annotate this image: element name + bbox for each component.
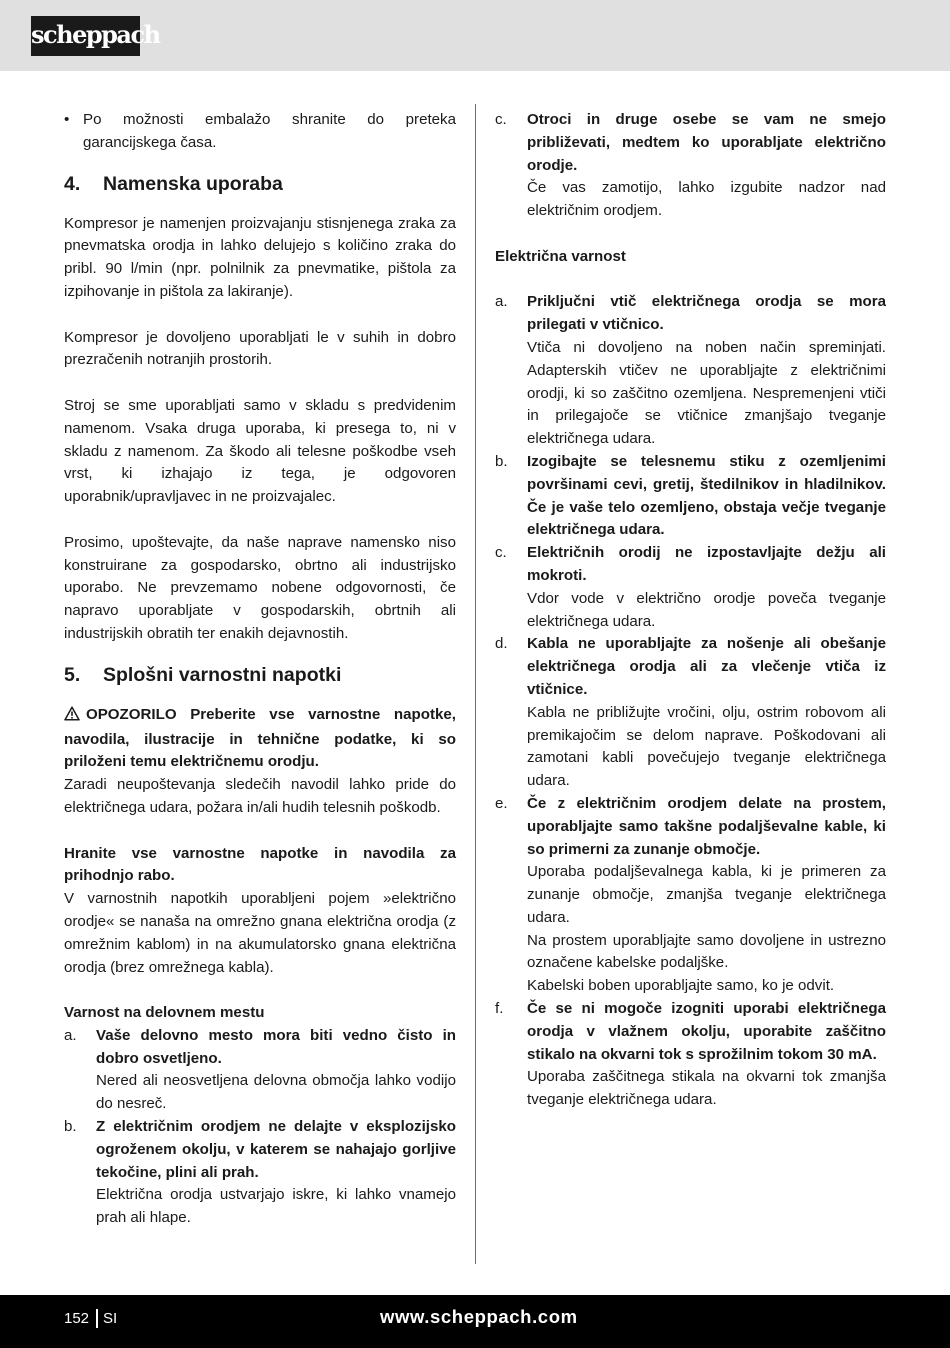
- item-label: c.: [495, 111, 507, 128]
- item-text: Uporaba podaljševalnega kabla, ki je primeren za zunanje območje, zmanjša tveganje električnega udara.: [527, 863, 886, 926]
- page-footer: [0, 1295, 950, 1348]
- item-bold-text: Električnih orodij ne izpostavljajte dežju ali mokroti.: [527, 544, 886, 584]
- list-item: [495, 633, 886, 793]
- workplace-safety-heading: Varnost na delovnem mestu: [64, 1004, 265, 1022]
- column-divider: [475, 104, 476, 1264]
- item-bold-text: Če se ni mogoče izogniti uporabi električnega orodja v vlažnem okolju, uporabite zaščitno stikalo na okvarni tok s sprožilnim tokom 30 mA.: [527, 1000, 886, 1063]
- item-text: Nered ali neosvetljena delovna območja lahko vodijo do nesreč.: [96, 1072, 456, 1113]
- section-4-number: 4.: [64, 172, 81, 195]
- list-item: [495, 793, 886, 998]
- item-bold-text: Otroci in druge osebe se vam ne smejo približevati, medtem ko uporabljate električno orodje.: [527, 111, 886, 174]
- paragraph: Kompresor je namenjen proizvajanju stisnjenega zraka za pnevmatska orodja in lahko delujejo s količino zraka do pribl. 90 l/min (npr. polnilnik za pnevmatike, pištola za izpihovanje in pištola za lakiranje).: [64, 214, 456, 300]
- item-bold-text: Kabla ne uporabljajte za nošenje ali obešanje električnega orodja ali za vlečenje vtiča iz vtičnice.: [527, 635, 886, 698]
- section-5-title: Splošni varnostni napotki: [103, 663, 342, 686]
- section-4-title: Namenska uporaba: [103, 172, 283, 195]
- item-text: Vtiča ni dovoljeno na noben način spreminjati. Adapterskih vtičev ne uporabljajte z električnimi orodji, ki so zaščitno ozemljena. Nespremenjeni vtiči in prilegajoče se vtičnice zmanjšajo tveganje električnega udara.: [527, 338, 886, 448]
- page-number: 152: [64, 1310, 90, 1327]
- right-column: [495, 109, 886, 1112]
- item-label: a.: [64, 1026, 77, 1044]
- item-text: Električna orodja ustvarjajo iskre, ki lahko vnamejo prah ali hlape.: [96, 1186, 456, 1227]
- item-label: f.: [495, 1000, 504, 1018]
- list-item: [64, 1116, 456, 1230]
- warning-heading: [64, 704, 456, 774]
- electrical-safety-heading: Električna varnost: [495, 247, 626, 265]
- logo-text: scheppach: [31, 20, 160, 49]
- item-bold-text: Vaše delovno mesto mora biti vedno čisto in dobro osvetljeno.: [96, 1026, 456, 1067]
- list-item: [495, 109, 886, 223]
- list-item: [495, 451, 886, 542]
- keep-instructions-heading: Hranite vse varnostne napotke in navodila za prihodnjo rabo.: [64, 844, 456, 885]
- list-item: [495, 998, 886, 1112]
- item-label: b.: [495, 452, 508, 470]
- item-text: Uporaba zaščitnega stikala na okvarni tok zmanjša tveganje električnega udara.: [527, 1068, 886, 1109]
- website-link[interactable]: www.scheppach.com: [380, 1306, 578, 1327]
- list-item: [495, 291, 886, 451]
- paragraph: Prosimo, upoštevajte, da naše naprave namensko niso konstruirane za gospodarsko, obrtno ali industrijsko uporabo. Ne prevzemamo nobene odgovornosti, če napravo uporabljate v gospodarskih, obrtnih ali industrijskih obratih ter enakih dejavnostih.: [64, 533, 456, 642]
- item-text: Vdor vode v električno orodje poveča tveganje električnega udara.: [527, 589, 886, 630]
- item-label: e.: [495, 794, 508, 812]
- keep-instructions-text: V varnostnih napotkih uporabljeni pojem »električno orodje« se nanaša na omrežno gnana električna orodja (z omrežnim kablom) in na akumulatorsko gnana električna orodja (brez omrežnega kabla).: [64, 890, 456, 976]
- warning-bold-text: OPOZORILO Preberite vse varnostne napotke, navodila, ilustracije in tehnične podatke, ki so priloženi temu električnemu orodju.: [64, 705, 456, 771]
- item-text: Kabelski boben uporabljajte samo, ko je odvit.: [527, 977, 835, 995]
- item-bold-text: Z električnim orodjem ne delajte v eksplozijsko ogroženem okolju, v katerem se nahajajo gorljive tekočine, plini ali prah.: [96, 1118, 456, 1181]
- item-bold-text: Če z električnim orodjem delate na prostem, uporabljajte samo takšne podaljševalne kable, ki so primerni za zunanje območje.: [527, 794, 886, 858]
- bullet-text: Po možnosti embalažo shranite do preteka garancijskega časa.: [83, 111, 456, 151]
- paragraph: Stroj se sme uporabljati samo v skladu s predvidenim namenom. Vsaka druga uporaba, ki presega to, ni v skladu z namenom. Za škodo ali telesne poškodbe vseh vrst, ki izhajajo iz tega, je odgovoren uporabnik/upravljavec in ne proizvajalec.: [64, 396, 456, 506]
- item-text: Kabla ne približujte vročini, olju, ostrim robovom ali premikajočim se delom naprave. Poškodovani ali zamotani kabli povečujejo tveganje električnega udara.: [527, 703, 886, 790]
- item-label: c.: [495, 544, 507, 562]
- list-item: [64, 1025, 456, 1116]
- item-bold-text: Izogibajte se telesnemu stiku z ozemljenimi površinami cevi, gretij, štedilnikov in hladilnikov. Če je vaše telo ozemljeno, obstaja večje tveganje električnega udara.: [527, 452, 886, 539]
- section-4-heading: [64, 172, 456, 196]
- item-bold-text: Priključni vtič električnega orodja se mora prilegati v vtičnico.: [527, 293, 886, 334]
- language-code: SI: [103, 1310, 118, 1327]
- warning-triangle-icon: [64, 706, 80, 729]
- page-header: [0, 0, 950, 71]
- list-item: [495, 542, 886, 633]
- warning-text: Zaradi neupoštevanja sledečih navodil lahko pride do električnega udara, požara in/ali hudih telesnih poškodb.: [64, 776, 456, 816]
- footer-separator: [96, 1309, 98, 1328]
- item-label: d.: [495, 635, 508, 653]
- item-label: a.: [495, 293, 508, 311]
- item-label: b.: [64, 1118, 77, 1136]
- scheppach-logo: [31, 16, 160, 56]
- item-text: Če vas zamotijo, lahko izgubite nadzor nad električnim orodjem.: [527, 179, 886, 220]
- left-column: [64, 109, 456, 1230]
- storage-bullet: [64, 109, 456, 155]
- paragraph: Kompresor je dovoljeno uporabljati le v suhih in dobro prezračenih notranjih prostorih.: [64, 328, 456, 369]
- section-5-heading: [64, 663, 456, 687]
- item-text: Na prostem uporabljajte samo dovoljene in ustrezno označene kabelske podaljške.: [527, 931, 886, 972]
- section-5-number: 5.: [64, 663, 81, 686]
- bullet-dot-icon: •: [64, 111, 70, 128]
